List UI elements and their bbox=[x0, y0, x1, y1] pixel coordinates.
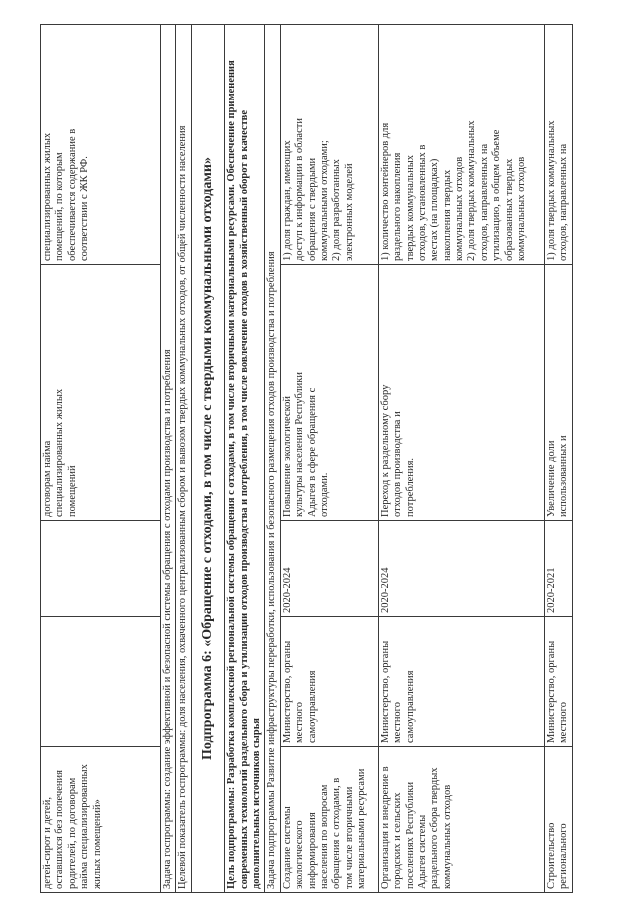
text-line: помещений bbox=[66, 465, 78, 517]
text-line: Повышение экологической bbox=[281, 395, 293, 517]
cell-event-name bbox=[280, 747, 378, 893]
table-row bbox=[191, 25, 225, 893]
text-line: регионального bbox=[558, 823, 570, 889]
text-line: доступ к информации в области bbox=[294, 118, 306, 261]
cell-expected-result bbox=[41, 265, 161, 521]
table-row bbox=[265, 25, 280, 893]
text-line: самоуправления bbox=[404, 670, 416, 743]
text-line: твердых коммунальных bbox=[404, 154, 416, 261]
text-line: 1) доля твердых коммунальных bbox=[545, 120, 557, 261]
cell-event-name bbox=[41, 747, 161, 893]
text-line: Адыгея в сфере обращения с bbox=[306, 387, 318, 517]
text-line: помещений, по которым bbox=[54, 152, 66, 261]
text-line: отходов, направленных на bbox=[478, 143, 490, 261]
text-line: Увеличение доли bbox=[545, 440, 557, 517]
text-line: родителей, по договорам bbox=[66, 777, 78, 889]
cell-event-name bbox=[378, 747, 544, 893]
text-line: коммунальных отходов bbox=[454, 156, 466, 261]
gov-program-target-indicator: Целевой показатель госпрограммы: доля населения, охваченного централизованным сбором и вывозом твердых коммунальных отходов, от общей численности населения bbox=[176, 25, 191, 893]
text-line: коммунальными отходами; bbox=[318, 140, 330, 261]
text-line: 2) доля твердых коммунальных bbox=[466, 120, 478, 261]
cell-executor bbox=[378, 617, 544, 747]
text-line: культуры населения Республики bbox=[294, 372, 306, 517]
subprogram-goal: Цель подпрограммы: Разработка комплексной региональной системы обращения с отходами, в том числе вторичными материальными ресурсами. Обеспечение применения современных технологий раздельного сбора и утилизации отходов производства и потребления, в том числе вовлечение отходов в хозяйственный оборот в качестве дополнительных источников сырья bbox=[225, 25, 265, 893]
text-line: специализированных жилых bbox=[54, 388, 66, 517]
table-row bbox=[378, 25, 544, 893]
text-line: оставшихся без попечения bbox=[54, 770, 66, 889]
cell-period: 2020-2021 bbox=[544, 521, 572, 617]
text-line: городских и сельских bbox=[392, 792, 404, 889]
cell-expected-result bbox=[378, 265, 544, 521]
cell-indicator bbox=[378, 25, 544, 265]
cell-expected-result bbox=[544, 265, 572, 521]
text-line: местах (на площадках) bbox=[429, 158, 441, 261]
text-line: коммунальных отходов bbox=[515, 156, 527, 261]
text-line: Создание системы bbox=[281, 806, 293, 889]
text-line: Строительство bbox=[545, 822, 557, 889]
text-line: местного bbox=[558, 702, 570, 743]
cell-event-name bbox=[544, 747, 572, 893]
table-row bbox=[41, 25, 161, 893]
text-line: специализированных жилых bbox=[42, 132, 53, 261]
text-line: поселениях Республики bbox=[404, 781, 416, 889]
text-line: 2) доля разработанных bbox=[331, 159, 343, 261]
text-line: материальными ресурсами bbox=[356, 768, 368, 889]
cell-executor bbox=[41, 617, 161, 747]
text-line: найма специализированных bbox=[79, 764, 91, 889]
text-line: накопления твердых bbox=[441, 169, 453, 261]
text-line: детей-сирот и детей, bbox=[42, 797, 53, 889]
text-line: раздельного сбора твердых bbox=[429, 767, 441, 889]
text-line: отходов производства и bbox=[392, 411, 404, 517]
text-line: отходов, направленных на bbox=[558, 143, 570, 261]
text-line: экологического bbox=[294, 820, 306, 889]
text-line: коммунальных отходов bbox=[441, 784, 453, 889]
text-line: потребления. bbox=[404, 457, 416, 517]
cell-period bbox=[41, 521, 161, 617]
text-line: населения по вопросам bbox=[318, 784, 330, 889]
cell-indicator bbox=[41, 25, 161, 265]
text-line: Организация и внедрение в bbox=[379, 766, 391, 889]
text-line: местного bbox=[294, 702, 306, 743]
table-row bbox=[161, 25, 176, 893]
text-line: соответствии с ЖК РФ. bbox=[79, 156, 91, 261]
table-row bbox=[225, 25, 265, 893]
text-line: договорам найма bbox=[42, 440, 53, 517]
text-line: том числе вторичными bbox=[343, 786, 355, 889]
program-measures-table bbox=[40, 24, 573, 893]
text-line: Министерство, органы bbox=[281, 640, 293, 743]
table-row bbox=[280, 25, 378, 893]
text-line: Министерство, органы bbox=[545, 640, 557, 743]
text-line: Министерство, органы bbox=[379, 640, 391, 743]
text-line: утилизацию, в общем объеме bbox=[491, 129, 503, 261]
table-row bbox=[176, 25, 191, 893]
text-line: жилых помещений» bbox=[91, 799, 103, 889]
text-line: образованных твердых bbox=[503, 158, 515, 261]
text-line: раздельного накопления bbox=[392, 152, 404, 261]
table-row bbox=[544, 25, 572, 893]
subprogram-title: Подпрограмма 6: «Обращение с отходами, в том числе с твердыми коммунальными отходами» bbox=[191, 25, 225, 893]
cell-period: 2020-2024 bbox=[280, 521, 378, 617]
text-line: электронных моделей bbox=[343, 163, 355, 261]
text-line: местного bbox=[392, 702, 404, 743]
cell-executor bbox=[544, 617, 572, 747]
text-line: самоуправления bbox=[306, 670, 318, 743]
cell-indicator bbox=[280, 25, 378, 265]
gov-program-task: Задача госпрограммы: создание эффективной и безопасной системы обращения с отходами производства и потребления bbox=[161, 25, 176, 893]
text-line: обращения с твердыми bbox=[306, 157, 318, 261]
text-line: использованных и bbox=[558, 435, 570, 517]
text-line: информирования bbox=[306, 812, 318, 889]
cell-executor bbox=[280, 617, 378, 747]
text-line: отходами. bbox=[318, 472, 330, 517]
text-line: обращения с отходами, в bbox=[331, 777, 343, 889]
cell-expected-result bbox=[280, 265, 378, 521]
cell-indicator bbox=[544, 25, 572, 265]
text-line: Переход к раздельному сбору bbox=[379, 384, 391, 517]
text-line: Адыгея системы bbox=[416, 814, 428, 889]
text-line: отходов, установленных в bbox=[416, 144, 428, 261]
subprogram-task: Задача подпрограммы Развитие инфраструктуры переработки, использования и безопасного размещения отходов производства и потребления bbox=[265, 25, 280, 893]
text-line: 1) количество контейнеров для bbox=[379, 122, 391, 261]
text-line: обеспечивается содержание в bbox=[66, 128, 78, 261]
cell-period: 2020-2024 bbox=[378, 521, 544, 617]
text-line: 1) доля граждан, имеющих bbox=[281, 140, 293, 261]
